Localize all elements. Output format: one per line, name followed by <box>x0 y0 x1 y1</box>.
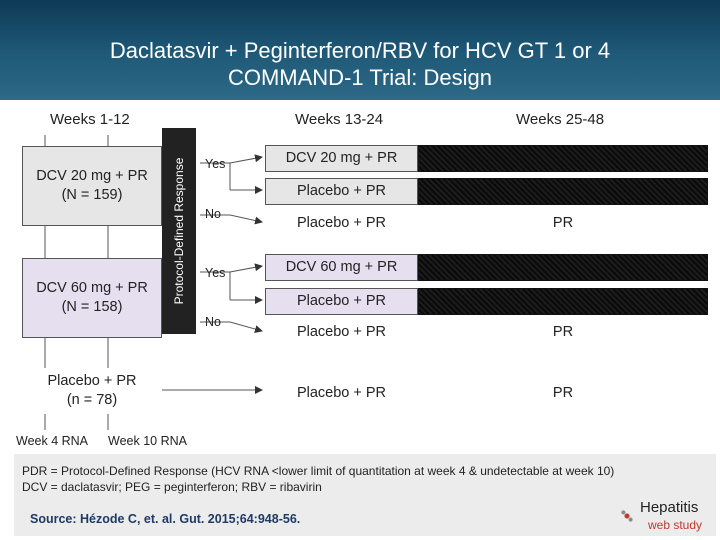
wk25-r6-box <box>418 319 708 346</box>
wk25-r3-box <box>418 210 708 237</box>
timepoint-week4: Week 4 RNA <box>16 434 89 448</box>
wk13-r3-label: Placebo + PR <box>296 215 387 231</box>
wk25-r6-label: PR <box>552 324 574 340</box>
wk25-r5-box <box>418 288 708 315</box>
response-yes-1: Yes <box>205 157 226 171</box>
wk25-r1-box <box>418 145 708 172</box>
footnote-pdr: PDR = Protocol-Defined Response (HCV RNA <lower limit of quantitation at week 4 & undetectable at week 10) <box>22 464 615 478</box>
arrow-r3 <box>230 215 262 222</box>
wk25-r3-label: PR <box>552 215 574 231</box>
arm-dcv60-box <box>22 258 162 338</box>
arm-placebo-n: (n = 78) <box>66 392 118 408</box>
wk13-r6-label: Placebo + PR <box>296 324 387 340</box>
wk25-r7-label: PR <box>552 384 574 401</box>
response-yes-2: Yes <box>205 266 226 280</box>
footnote-abbrev: DCV = daclatasvir; PEG = peginterferon; RBV = ribavirin <box>22 480 322 494</box>
wk13-r4-box <box>265 254 418 281</box>
pdr-vertical-label: Protocol-Defined Response <box>172 157 186 305</box>
column-heading-weeks-1-12: Weeks 1-12 <box>50 111 130 128</box>
wk13-r6-box <box>265 319 418 346</box>
logo-line2: web study <box>648 518 703 532</box>
wk13-r3-box <box>265 210 418 237</box>
wk13-r7-box <box>265 378 418 408</box>
column-heading-weeks-25-48: Weeks 25-48 <box>516 111 605 128</box>
wk25-r2-box <box>418 178 708 205</box>
arm-dcv20-name: DCV 20 mg + PR <box>36 168 148 184</box>
column-heading-weeks-13-24: Weeks 13-24 <box>295 111 384 128</box>
arm-placebo-box <box>22 368 162 414</box>
wk13-r1-label: DCV 20 mg + PR <box>285 150 398 166</box>
arm-dcv60-name: DCV 60 mg + PR <box>36 280 148 296</box>
wk13-r2-box <box>265 178 418 205</box>
response-no-1: No <box>205 207 221 221</box>
wk13-r4-label: DCV 60 mg + PR <box>285 259 398 275</box>
page-title-line2: COMMAND-1 Trial: Design <box>227 65 493 90</box>
wk13-r1-box <box>265 145 418 172</box>
hepatitis-logo-icon <box>618 507 636 525</box>
wk25-r7-box <box>418 378 708 408</box>
source-citation: Source: Hézode C, et. al. Gut. 2015;64:948-56. <box>30 512 301 526</box>
arrow-r1 <box>230 157 262 163</box>
wk13-r5-label: Placebo + PR <box>296 293 387 309</box>
arm-placebo-name: Placebo + PR <box>47 373 137 389</box>
wk13-r5-box <box>265 288 418 315</box>
arm-dcv20-box <box>22 146 162 226</box>
arm-dcv20-n: (N = 159) <box>61 187 123 203</box>
arm-dcv60-n: (N = 158) <box>61 299 123 315</box>
arrow-r6 <box>230 322 262 331</box>
response-no-2: No <box>205 315 221 329</box>
page-title-line1: Daclatasvir + Peginterferon/RBV for HCV GT 1 or 4 <box>109 38 611 63</box>
wk13-r7-label: Placebo + PR <box>296 384 387 401</box>
wk13-r2-label: Placebo + PR <box>296 183 387 199</box>
arrow-r4 <box>230 266 262 272</box>
wk25-r4-box <box>418 254 708 281</box>
logo-line1: Hepatitis <box>640 499 699 516</box>
timepoint-week10: Week 10 RNA <box>108 434 187 448</box>
